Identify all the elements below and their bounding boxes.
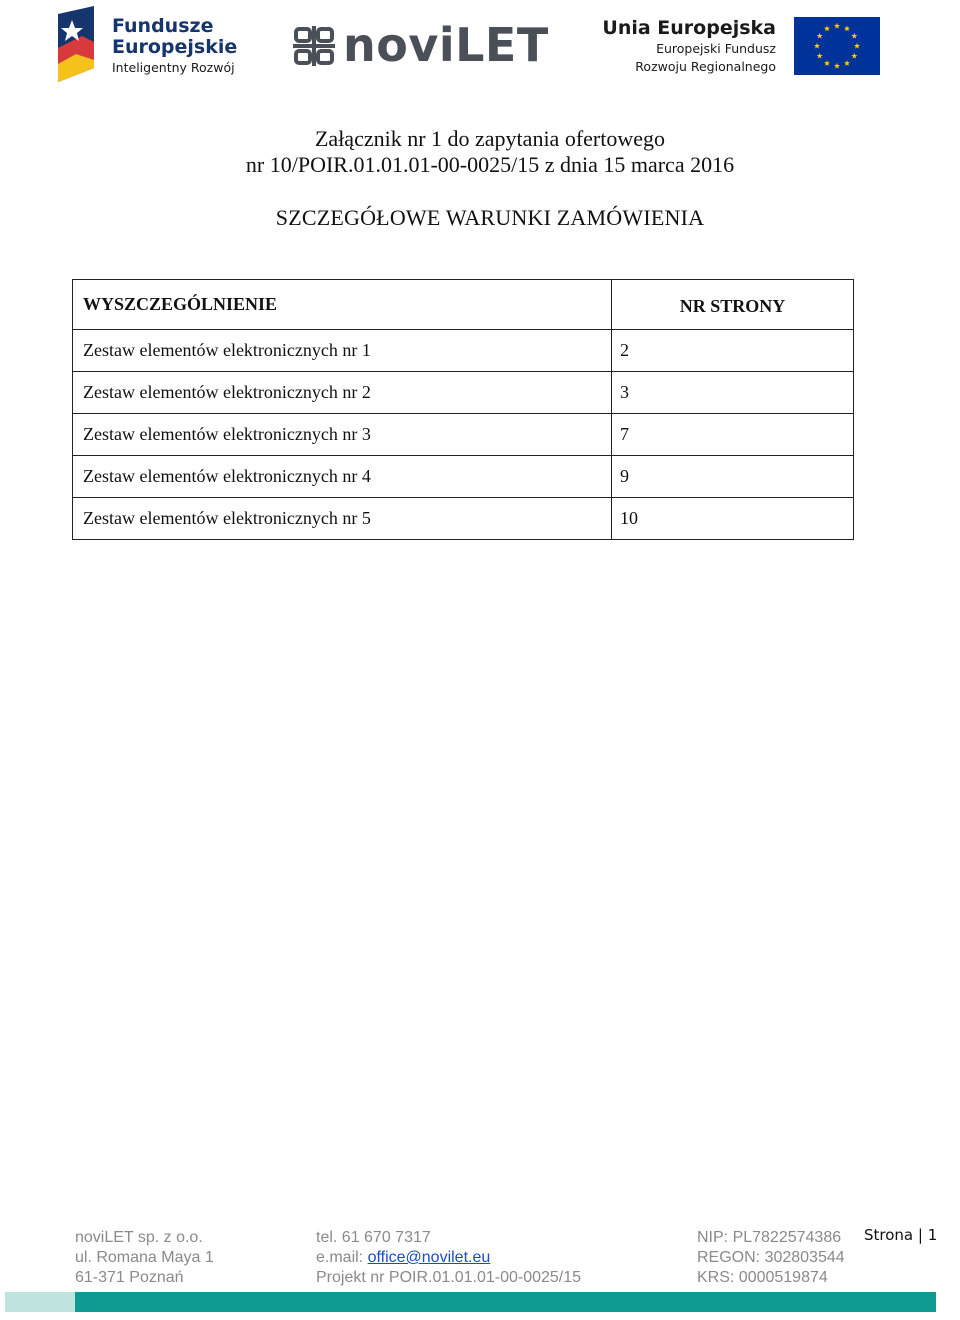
footer-project: Projekt nr POIR.01.01.01-00-0025/15 [316,1269,582,1286]
document-title-line2: nr 10/POIR.01.01.01-00-0025/15 z dnia 15 marca 2016 [245,152,735,177]
col-header-item: WYSZCZEGÓLNIENIE [73,280,612,330]
row-page: 9 [612,456,854,498]
page-footer [0,1228,960,1320]
row-item: Zestaw elementów elektronicznych nr 4 [73,456,612,498]
footer-contact-block [316,1228,581,1288]
row-item: Zestaw elementów elektronicznych nr 2 [73,372,612,414]
footer-email-link[interactable]: office@novilet.eu [367,1249,491,1266]
fe-flag-icon [54,6,98,84]
table-row [73,372,854,414]
footer-company-block [75,1228,214,1288]
footer-city: 61-371 Poznań [75,1269,184,1286]
footer-email-label: e.mail: [316,1249,368,1266]
eu-logo-line2: Europejski Fundusz [656,41,776,56]
footer-bar-light [5,1292,75,1312]
col-header-page: NR STRONY [612,280,854,330]
row-page: 7 [612,414,854,456]
row-item: Zestaw elementów elektronicznych nr 1 [73,330,612,372]
footer-company: noviLET sp. z o.o. [75,1229,203,1246]
table-row [73,414,854,456]
novilet-wordmark: noviLET [343,18,549,72]
table-row [73,498,854,540]
document-title-line1: Załącznik nr 1 do zapytania ofertowego [314,126,665,151]
row-page: 10 [612,498,854,540]
novilet-logo [293,18,563,72]
row-page: 3 [612,372,854,414]
eu-flag-icon [794,17,880,75]
page-number-label: Strona | 1 [864,1226,938,1244]
row-page: 2 [612,330,854,372]
eu-logo-line1: Unia Europejska [602,17,776,39]
fundusze-europejskie-logo [54,6,254,84]
document-heading: SZCZEGÓŁOWE WARUNKI ZAMÓWIENIA [275,205,705,230]
unia-europejska-logo [602,16,882,78]
footer-registry-block [697,1228,845,1288]
row-item: Zestaw elementów elektronicznych nr 5 [73,498,612,540]
fe-logo-line3: Inteligentny Rozwój [112,60,235,75]
fe-logo-line1: Fundusze [112,15,214,37]
novilet-mark-icon [293,26,335,66]
table-row [73,330,854,372]
table-row [73,456,854,498]
table-header-row [73,280,854,330]
fe-logo-line2: Europejskie [112,36,238,58]
footer-regon: REGON: 302803544 [697,1249,845,1266]
footer-nip: NIP: PL7822574386 [697,1229,842,1246]
spec-table [72,279,854,540]
footer-bar-dark [75,1292,936,1312]
footer-phone: tel. 61 670 7317 [316,1229,431,1246]
eu-logo-line3: Rozwoju Regionalnego [635,59,776,74]
footer-krs: KRS: 0000519874 [697,1269,828,1286]
footer-street: ul. Romana Maya 1 [75,1249,214,1266]
row-item: Zestaw elementów elektronicznych nr 3 [73,414,612,456]
